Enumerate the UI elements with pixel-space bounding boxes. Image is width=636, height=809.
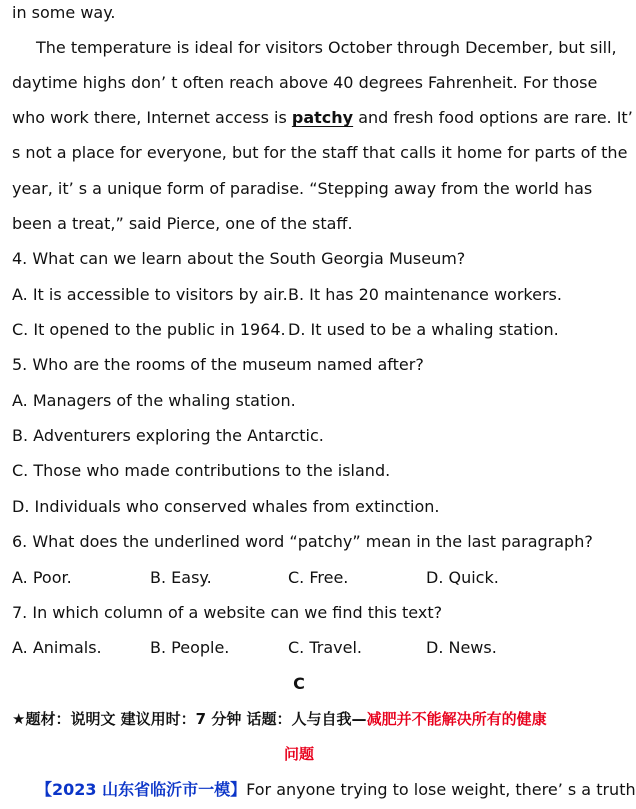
passage-text: The temperature is ideal for visitors October through December, but sill,	[36, 38, 617, 57]
passage-text: and fresh food options are rare. It’	[358, 108, 633, 127]
q4-option-d: D. It used to be a whaling station.	[288, 320, 559, 339]
question-5-stem: 5. Who are the rooms of the museum named after?	[12, 355, 424, 374]
passage-line	[12, 108, 633, 128]
passage-line	[12, 179, 593, 199]
passage-text: daytime highs don’ t often reach above 40 degrees Fahrenheit. For those	[12, 73, 598, 92]
passage-text-segment	[12, 108, 633, 128]
q5-option-b: B. Adventurers exploring the Antarctic.	[12, 426, 324, 445]
passage-line	[12, 143, 628, 163]
question-4-stem: 4. What can we learn about the South Georgia Museum?	[12, 249, 466, 268]
q6-option-c: C. Free.	[288, 568, 349, 587]
q6-option-b: B. Easy.	[150, 568, 212, 587]
passage-line: been a treat,” said Pierce, one of the staff.	[12, 214, 353, 233]
meta-text: ★题材：说明文 建议用时：7 分钟 话题：人与自我—	[12, 710, 367, 728]
question-6-stem: 6. What does the underlined word “patchy” mean in the last paragraph?	[12, 532, 593, 551]
section-c-first-line	[36, 780, 636, 800]
passage-line	[36, 38, 617, 58]
q5-option-c: C. Those who made contributions to the island.	[12, 461, 391, 480]
q4-option-a: A. It is accessible to visitors by air.	[12, 285, 288, 304]
question-7-stem: 7. In which column of a website can we find this text?	[12, 603, 443, 622]
section-c-meta	[12, 709, 547, 729]
passage-text: year, it’ s a unique form of paradise. “Stepping away from the world has	[12, 179, 593, 198]
q7-option-a: A. Animals.	[12, 638, 102, 657]
section-c-meta-continued: 问题	[283, 745, 314, 763]
passage-line: in some way.	[12, 3, 116, 22]
q7-option-c: C. Travel.	[288, 638, 362, 657]
underlined-word-patchy: patchy	[291, 108, 354, 127]
passage-text: For anyone trying to lose weight, there’ s a truth	[246, 780, 636, 799]
q4-option-c: C. It opened to the public in 1964.	[12, 320, 286, 339]
q7-option-d: D. News.	[426, 638, 497, 657]
section-c-heading: C	[293, 674, 305, 693]
q7-option-b: B. People.	[150, 638, 230, 657]
q6-option-a: A. Poor.	[12, 568, 72, 587]
source-tag: 【2023 山东省临沂市一模】	[36, 780, 247, 799]
passage-text: who work there, Internet access is	[12, 108, 287, 127]
q6-option-d: D. Quick.	[426, 568, 499, 587]
meta-topic-red: 减肥并不能解决所有的健康	[366, 710, 547, 728]
passage-text: s not a place for everyone, but for the staff that calls it home for parts of the	[12, 143, 628, 162]
q5-option-a: A. Managers of the whaling station.	[12, 391, 296, 410]
q4-option-b: B. It has 20 maintenance workers.	[288, 285, 562, 304]
passage-line	[12, 73, 598, 93]
q5-option-d: D. Individuals who conserved whales from extinction.	[12, 497, 440, 516]
